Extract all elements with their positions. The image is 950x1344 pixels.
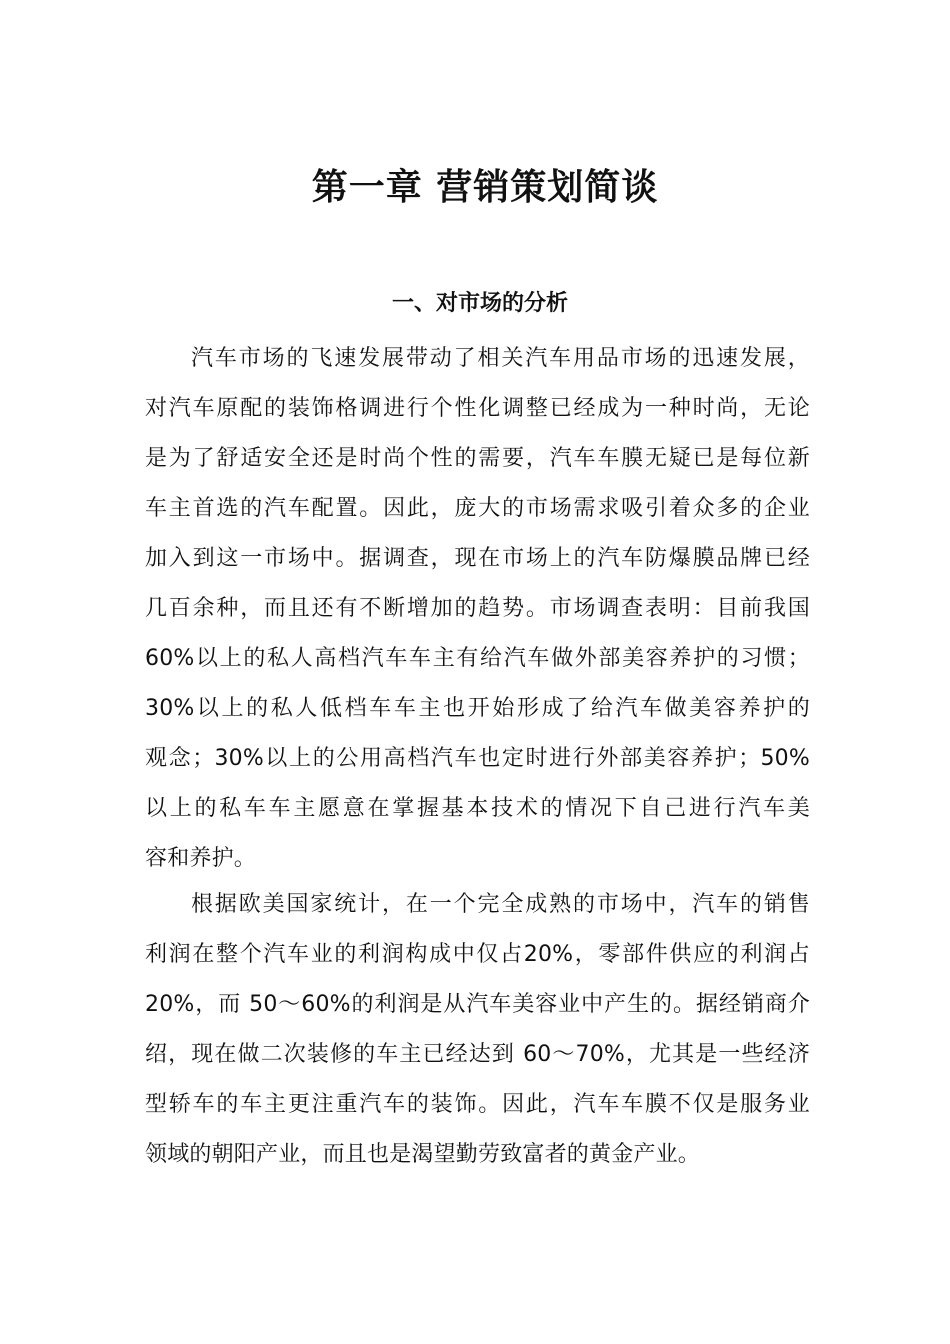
- paragraph-line: 加入到这一市场中。据调查，现在市场上的汽车防爆膜品牌已经: [145, 546, 810, 571]
- paragraph-line: 绍，现在做二次装修的车主已经达到 60～70%，尤其是一些经济: [145, 1042, 810, 1067]
- paragraph-line: 型轿车的车主更注重汽车的装饰。因此，汽车车膜不仅是服务业: [145, 1092, 810, 1117]
- paragraph-line: 对汽车原配的装饰格调进行个性化调整已经成为一种时尚，无论: [145, 396, 810, 421]
- paragraph-line: 30%以上的私人低档车车主也开始形成了给汽车做美容养护的: [145, 696, 810, 721]
- section-heading: 一、对市场的分析: [391, 291, 568, 316]
- paragraph-line: 观念；30%以上的公用高档汽车也定时进行外部美容养护；50%: [145, 746, 810, 771]
- paragraph-profit-analysis: [145, 880, 810, 1180]
- chapter-title: 第一章 营销策划简谈: [311, 167, 659, 208]
- paragraph-line: 容和养护。: [145, 846, 257, 871]
- paragraph-line: 根据欧美国家统计，在一个完全成熟的市场中，汽车的销售: [191, 892, 810, 917]
- paragraph-line: 领域的朝阳产业，而且也是渴望勤劳致富者的黄金产业。: [145, 1142, 701, 1167]
- paragraph-market-overview: [145, 334, 810, 884]
- paragraph-line: 以上的私车车主愿意在掌握基本技术的情况下自己进行汽车美: [145, 796, 810, 821]
- paragraph-line: 60%以上的私人高档汽车车主有给汽车做外部美容养护的习惯；: [145, 646, 810, 671]
- paragraph-line: 20%，而 50～60%的利润是从汽车美容业中产生的。据经销商介: [145, 992, 810, 1017]
- paragraph-line: 几百余种，而且还有不断增加的趋势。市场调查表明：目前我国: [145, 596, 810, 621]
- paragraph-line: 车主首选的汽车配置。因此，庞大的市场需求吸引着众多的企业: [145, 496, 810, 521]
- paragraph-line: 利润在整个汽车业的利润构成中仅占20%，零部件供应的利润占: [145, 942, 810, 967]
- paragraph-line: 汽车市场的飞速发展带动了相关汽车用品市场的迅速发展，: [191, 346, 810, 371]
- paragraph-line: 是为了舒适安全还是时尚个性的需要，汽车车膜无疑已是每位新: [145, 446, 810, 471]
